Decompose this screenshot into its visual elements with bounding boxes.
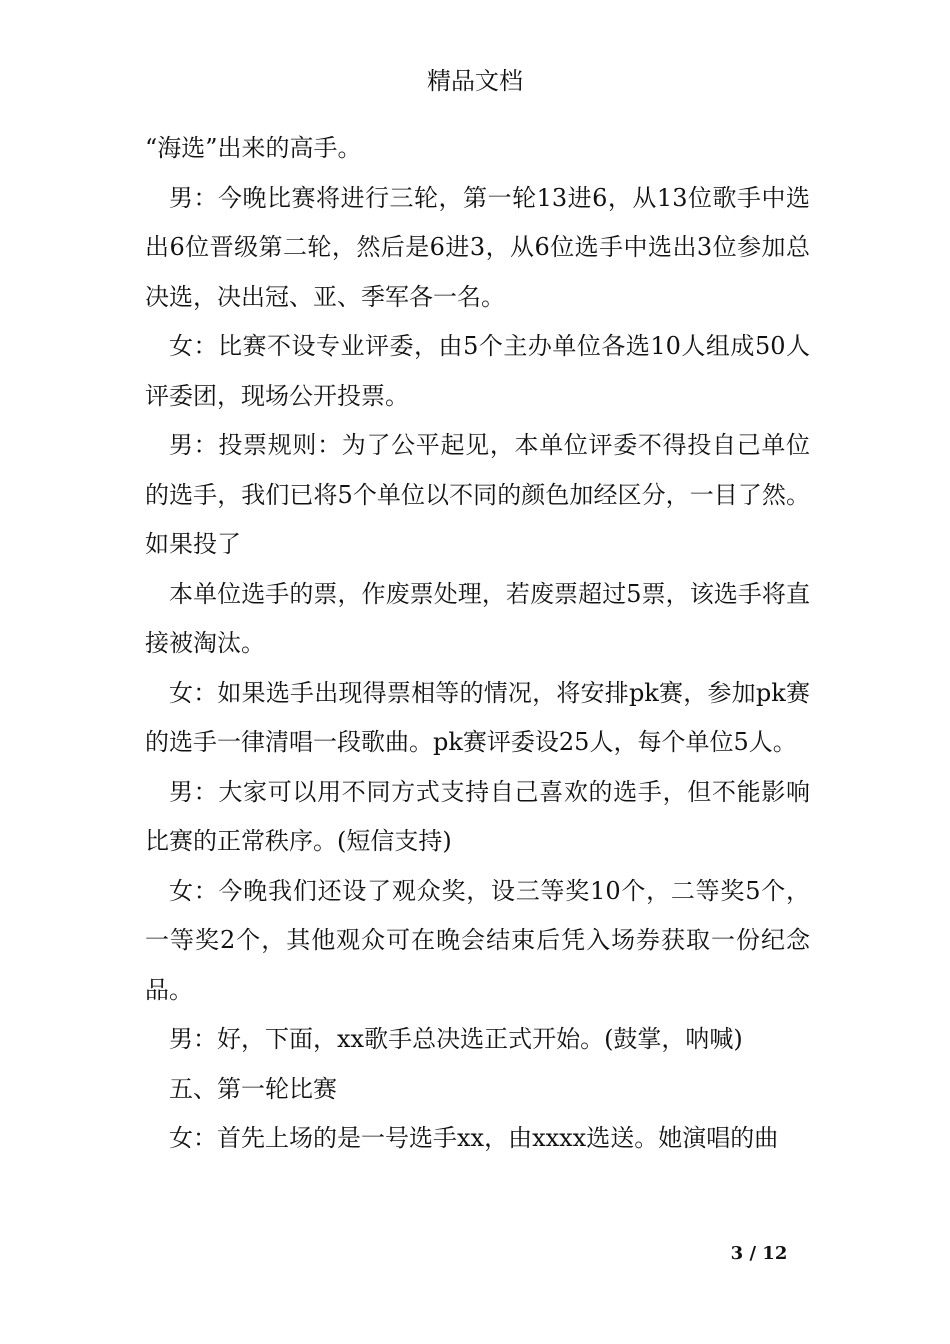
paragraph-10: 女：首先上场的是一号选手xx，由xxxx选送。她演唱的曲 <box>169 1124 779 1152</box>
page-header-title: 精品文档 <box>427 67 523 95</box>
paragraph-2: 男：今晚比赛将进行三轮，第一轮13进6，从13位歌手中选出6位晋级第二轮，然后是6进3，从6位选手中选出3位参加总决选，决出冠、亚、季军各一名。 <box>145 183 810 311</box>
paragraph-7: 男：大家可以用不同方式支持自己喜欢的选手，但不能影响比赛的正常秩序。(短信支持) <box>145 777 810 855</box>
document-body <box>145 124 810 1164</box>
paragraph-6: 女：如果选手出现得票相等的情况，将安排pk赛，参加pk赛的选手一律清唱一段歌曲。pk赛评委设25人，每个单位5人。 <box>145 678 810 756</box>
paragraph-9: 男：好，下面，xx歌手总决选正式开始。(鼓掌，呐喊) <box>169 1025 743 1053</box>
paragraph-4: 男：投票规则：为了公平起见，本单位评委不得投自己单位的选手，我们已将5个单位以不同的颜色加经区分，一目了然。如果投了 <box>145 431 810 558</box>
paragraph-8: 女：今晚我们还设了观众奖，设三等奖10个，二等奖5个，一等奖2个，其他观众可在晚会结束后凭入场券获取一份纪念品。 <box>145 876 810 1004</box>
paragraph-5: 本单位选手的票，作废票处理，若废票超过5票，该选手将直接被淘汰。 <box>145 579 810 657</box>
paragraph-3: 女：比赛不设专业评委，由5个主办单位各选10人组成50人评委团，现场公开投票。 <box>145 332 810 410</box>
paragraph-1: “海选”出来的高手。 <box>145 134 362 162</box>
page-number: 3 / 12 <box>730 1243 788 1264</box>
section-heading: 五、第一轮比赛 <box>169 1074 337 1103</box>
